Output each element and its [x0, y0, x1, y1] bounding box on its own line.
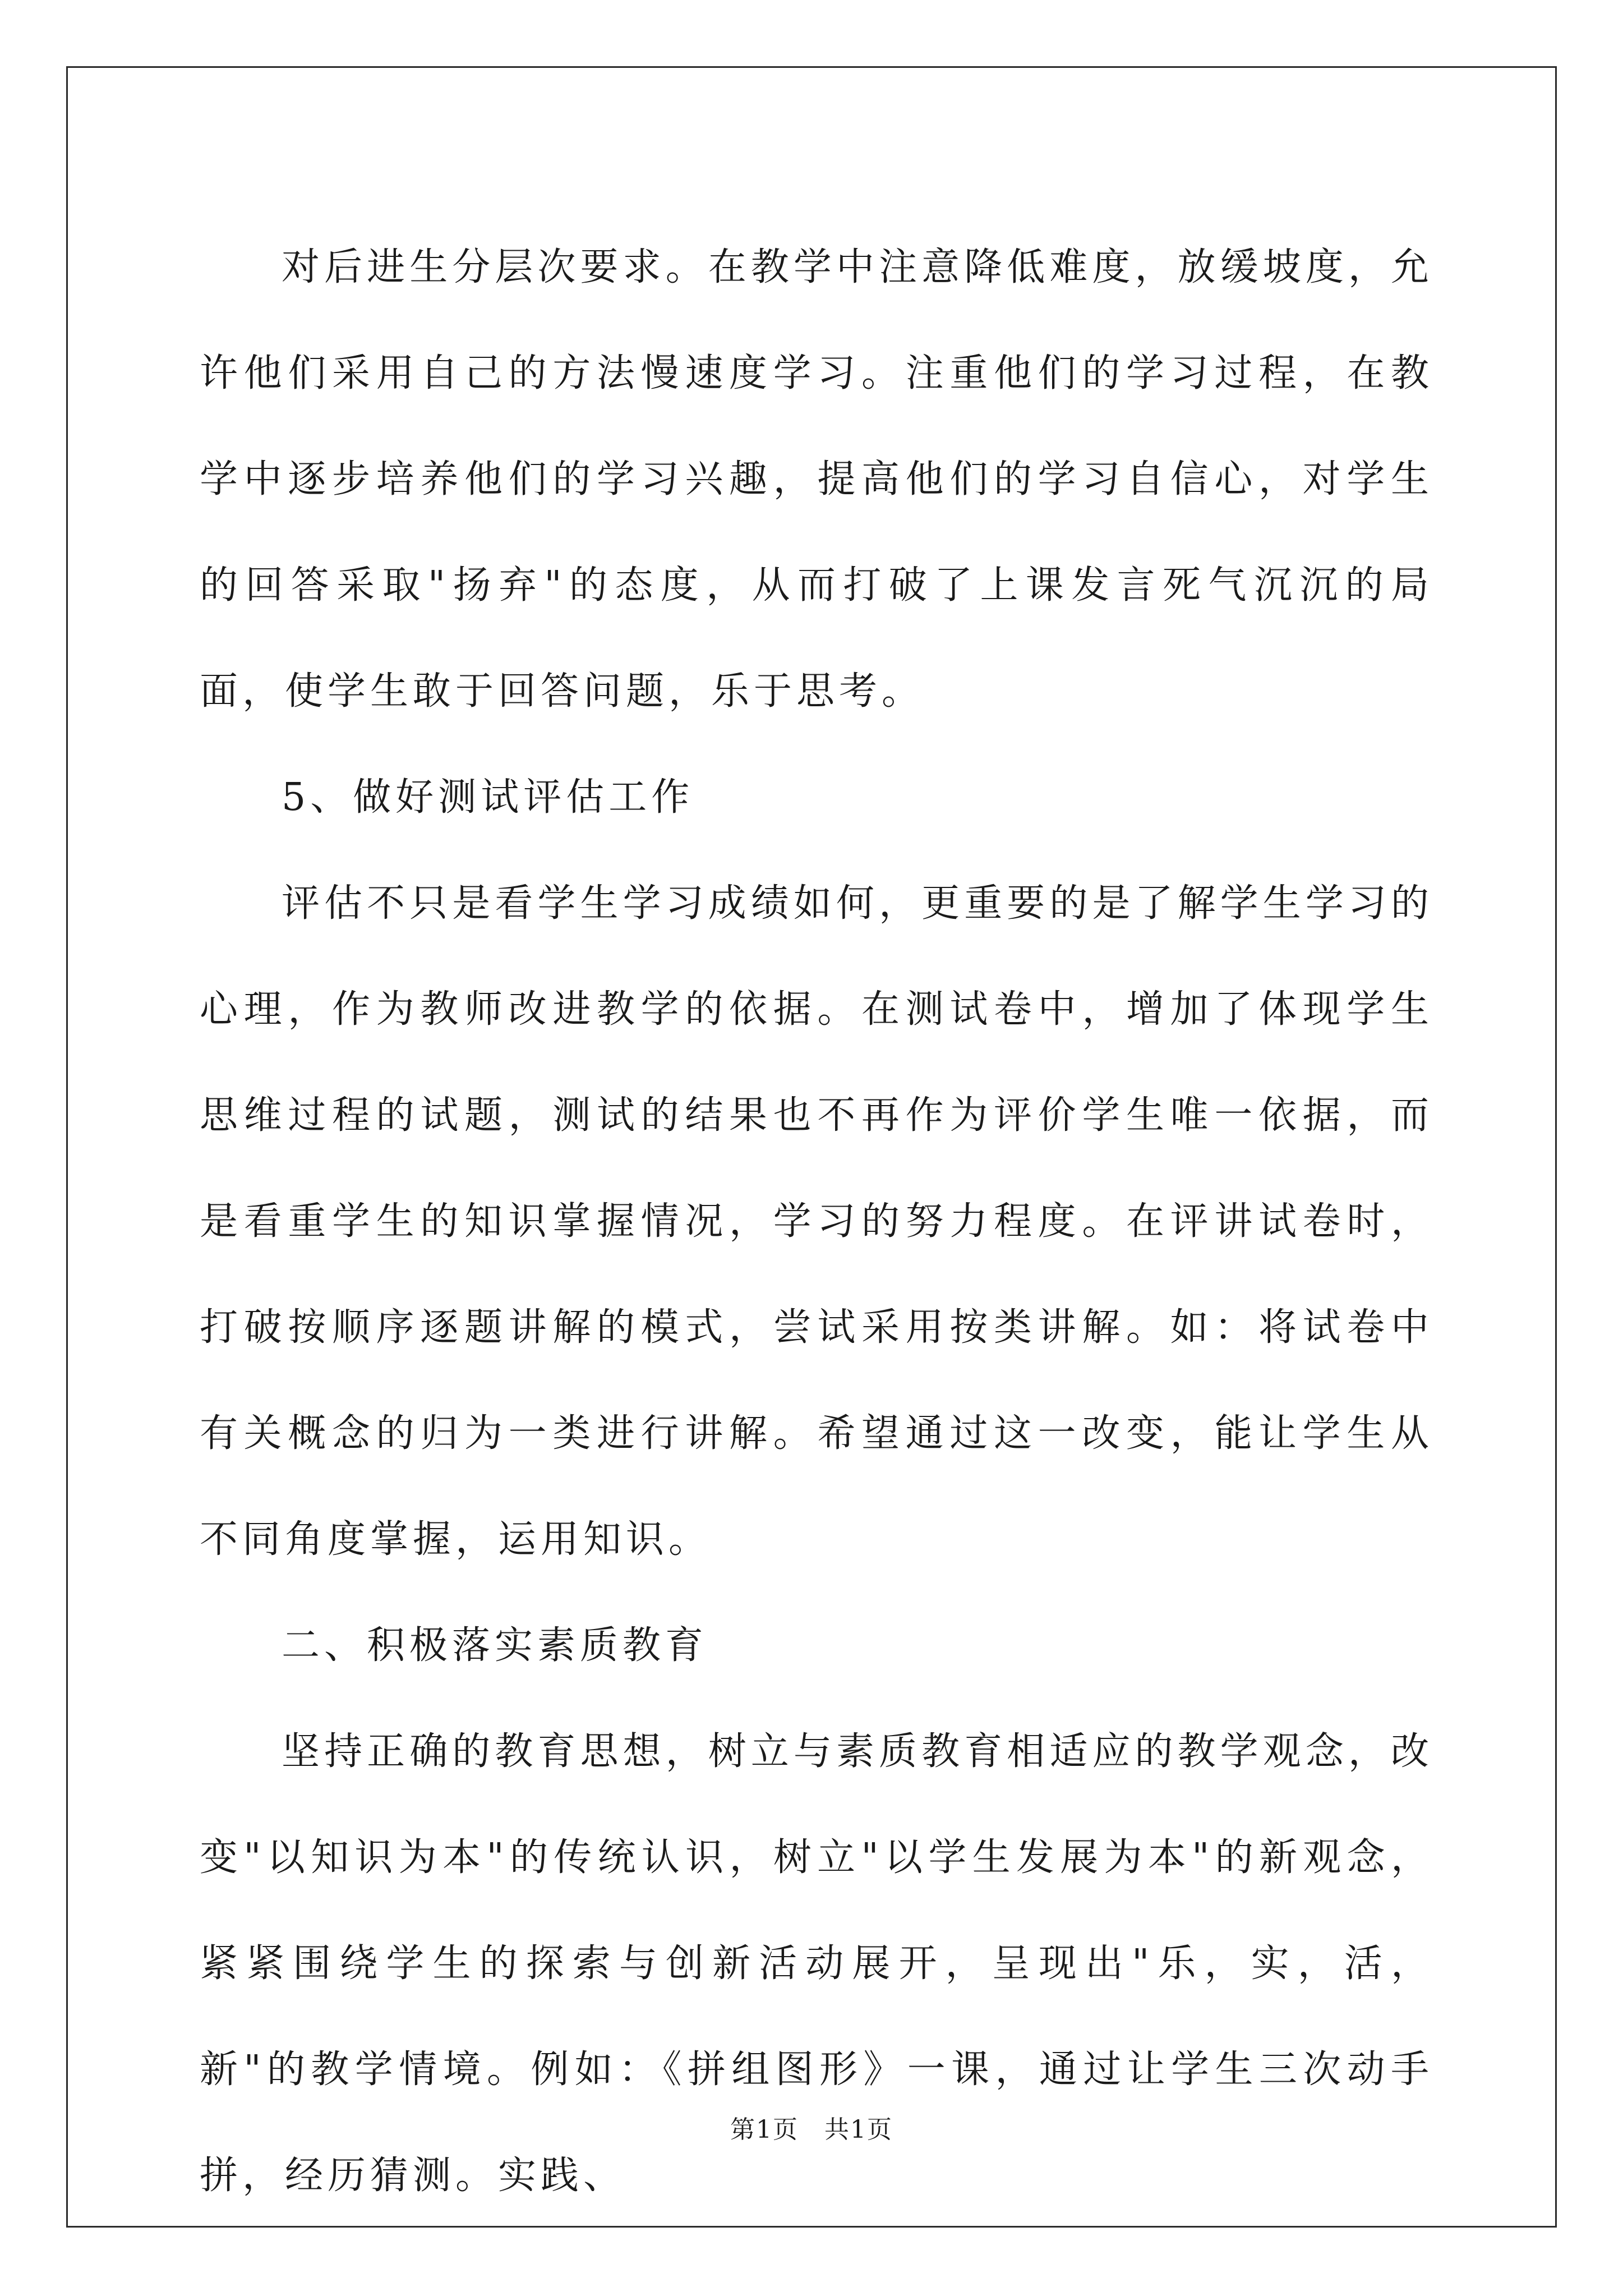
page-number-footer: 第1页 共1页	[730, 2115, 893, 2144]
heading-quality-education: 二、积极落实素质教育	[282, 1623, 708, 1668]
document-body	[200, 214, 1433, 2229]
paragraph-tiered-requirements: 对后进生分层次要求。在教学中注意降低难度，放缓坡度，允许他们采用自己的方法慢速度学习。注重他们的学习过程，在教学中逐步培养他们的学习兴趣，提高他们的学习自信心，对学生的回答采取"扬弃"的态度，从而打破了上课发言死气沉沉的局面，使学生敢于回答问题，乐于思考。	[200, 245, 1433, 714]
heading-testing-evaluation: 5、做好测试评估工作	[282, 775, 694, 820]
paragraph-education-philosophy: 坚持正确的教育思想，树立与素质教育相适应的教学观念，改变"以知识为本"的传统认识，树立"以学生发展为本"的新观念，紧紧围绕学生的探索与创新活动展开，呈现出"乐，实，活，新"的教学情境。例如：《拼组图形》一课，通过让学生三次动手拼，经历猜测。实践、	[200, 1729, 1433, 2198]
paragraph-evaluation: 评估不只是看学生学习成绩如何，更重要的是了解学生学习的心理，作为教师改进教学的依据。在测试卷中，增加了体现学生思维过程的试题，测试的结果也不再作为评价学生唯一依据，而是看重学生的知识掌握情况，学习的努力程度。在评讲试卷时，打破按顺序逐题讲解的模式，尝试采用按类讲解。如：将试卷中有关概念的归为一类进行讲解。希望通过这一改变，能让学生从不同角度掌握，运用知识。	[200, 881, 1433, 1562]
